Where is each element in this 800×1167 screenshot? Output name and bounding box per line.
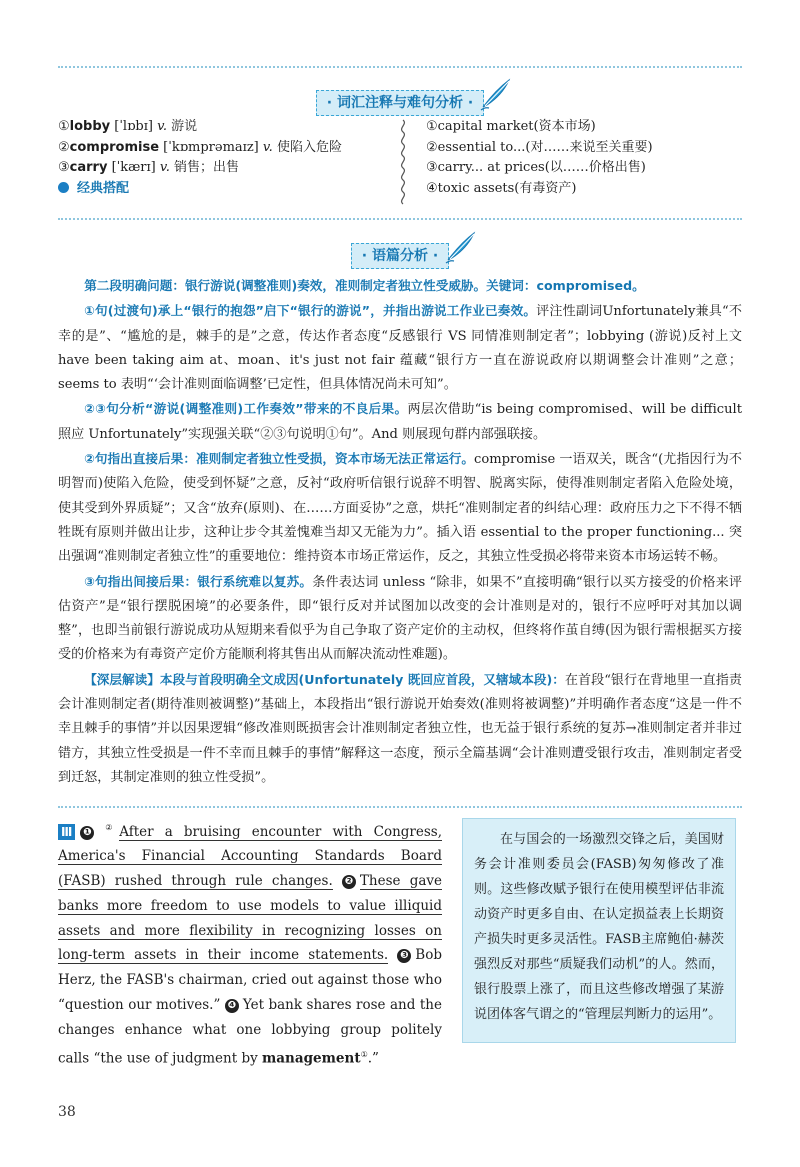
- collocation-list: [426, 117, 653, 199]
- divider: [58, 218, 742, 220]
- sentence-number: ❶: [80, 826, 94, 840]
- collocation-item: ④toxic assets(有毒资产): [426, 180, 577, 196]
- section-title-discourse: · 语篇分析 ·: [361, 248, 439, 264]
- section-title-vocab: · 词汇注释与难句分析 ·: [326, 95, 474, 111]
- keyword: management: [262, 1050, 361, 1067]
- sentence-2: These gave banks more freedom to use models to value illiquid assets and more flexibility in recognizing losses on long-term assets in their income statements.: [58, 873, 442, 964]
- section-banner-discourse: [0, 243, 800, 269]
- analysis-paragraph: 【深层解读】本段与首段明确全文成因(Unfortunately 既回应首段，又辖域本段)：在首段“银行在背地里一直指责会计准则制定者(期待准则被调整)”基础上，本段指出“银行游说开始奏效(准则将被调整)”并明确作者态度“这是一件不幸且棘手的事情”并以因果逻辑“修改准则既损害会计准则制定者独立性，也无益于银行系统的复苏→准则制定者并非过错方，其独立性受损是一件不幸而且棘手的事情”解释这一态度，预示全篇基调“会计准则遭受银行攻击，准则制定者受到迁怒，其制定准则的独立性受损”。: [58, 671, 742, 785]
- vocab-item: ①lobby [ˈlɒbɪ] v. 游说: [58, 119, 198, 134]
- paragraph-number: Ⅲ: [58, 824, 75, 840]
- translation-box: [462, 818, 736, 1043]
- bullet-icon: [58, 182, 69, 193]
- analysis-paragraph: ①句(过渡句)承上“银行的抱怨”启下“银行的游说”，并指出游说工作业已奏效。评注性副词Unfortunately兼具“不幸的是”、“尴尬的是，棘手的是”之意，传达作者态度“反感银行 VS 同情准则制定者”；lobbying (游说)反衬上文 have been taking aim at、moan、it's just not fair 蕴藏“银行方一直在游说政府以期调整会计准则”之意；seems to 表明“‘会计准则面临调整’已定性，但具体情况尚未可知”。: [58, 303, 742, 393]
- discourse-analysis: [58, 274, 742, 790]
- sentence-3: Bob Herz, the FASB's chairman, cried out against those who “question our motives.”: [58, 947, 442, 1014]
- page-number: 38: [58, 1104, 76, 1120]
- classic-collocation-label: 经典搭配: [58, 179, 342, 200]
- section-banner-vocab: [0, 90, 800, 116]
- analysis-paragraph: ②句指出直接后果：准则制定者独立性受损，资本市场无法正常运行。compromise 一语双关，既含“(尤指因行为不明智而)使陷入危险，使受到怀疑”之意，反衬“政府听信银行说辞不明智、脱离实际，使得准则制定者陷入危险处境，使其受到外界质疑”；又含“放弃(原则)、在……方面妥协”之意，烘托“准则制定者的纠结心理：政府压力之下不得不牺牲既有原则并做出让步，这种让步令其羞愧难当却又无能为力”。插入语 essential to the proper functioning... 突出强调“准则制定者独立性”的重要地位：维持资本市场正常运作，反之，其独立性受损必将带来资本市场运转不畅。: [58, 451, 742, 565]
- analysis-paragraph: ③句指出间接后果：银行系统难以复苏。条件表达词 unless “除非，如果不”直接明确“银行以买方接受的价格来评估资产”是“银行摆脱困境”的必要条件，即“银行反对并试图加以改变的会计准则是对的，银行不应呼吁对其加以调整”，也即当前银行游说成功从短期来看似乎为自己争取了资产定价的主动权，但终将作茧自缚(因为银行需根据买方接受的价格来为有毒资产定价方能顺利将其售出从而解决流动性难题)。: [58, 573, 742, 663]
- vocab-item: ③carry [ˈkærɪ] v. 销售；出售: [58, 160, 239, 175]
- top-divider: [58, 66, 742, 68]
- collocation-item: ①capital market(资本市场): [426, 119, 596, 134]
- collocation-item: ③carry... at prices(以……价格出售): [426, 160, 646, 175]
- quill-icon: [479, 77, 513, 111]
- collocation-item: ②essential to...(对……来说至关重要): [426, 139, 653, 155]
- vocab-item: ②compromise [ˈkɒmprəmaɪz] v. 使陷入危险: [58, 139, 342, 155]
- quill-icon: [444, 230, 478, 264]
- divider: [58, 806, 742, 808]
- sentence-number: ❹: [225, 999, 239, 1013]
- sentence-1: After a bruising encounter with Congress, America's Financial Accounting Standards Board (FASB) rushed through rule changes.: [58, 823, 442, 890]
- translation-text: 在与国会的一场激烈交锋之后，美国财务会计准则委员会(FASB)匆匆修改了准则。这些修改赋予银行在使用模型评估非流动资产时更多自由、在认定损益表上长期资产损失时更多灵活性。FASB主席鲍伯·赫茨强烈反对那些“质疑我们动机”的人。然而，银行股票上涨了，而且这些修改增强了某游说团体客气谓之的“管理层判断力的运用”。: [474, 832, 724, 1022]
- binder-coil-icon: [398, 118, 408, 206]
- sentence-4: Yet bank shares rose and the changes enhance what one lobbying group politely calls “the use of judgment by: [58, 997, 442, 1067]
- analysis-paragraph: 第二段明确问题：银行游说(调整准则)奏效，准则制定者独立性受威胁。关键词：compromised。: [84, 278, 645, 293]
- english-passage: Ⅲ ❶ ②After a bruising encounter with Congress, America's Financial Accounting Standards Board (FASB) rushed through rule changes. ❷ These gave banks more freedom to use models to value illiquid assets and more flexibility in recognizing losses on long-term assets in their income statements. ❸ Bob Herz, the FASB's chairman, cried out against those who “question our motives.” ❹ Yet bank shares rose and the changes enhance what one lobbying group politely calls “the use of judgment by management①.”: [58, 823, 442, 1067]
- sentence-number: ❷: [342, 875, 356, 889]
- sentence-number: ❸: [397, 949, 411, 963]
- analysis-paragraph: ②③句分析“游说(调整准则)工作奏效”带来的不良后果。两层次借助“is being compromised、will be difficult 照应 Unfortunately”实现强关联“②③句说明①句”。And 则展现句群内部强联接。: [58, 401, 742, 442]
- vocab-list: [58, 117, 342, 199]
